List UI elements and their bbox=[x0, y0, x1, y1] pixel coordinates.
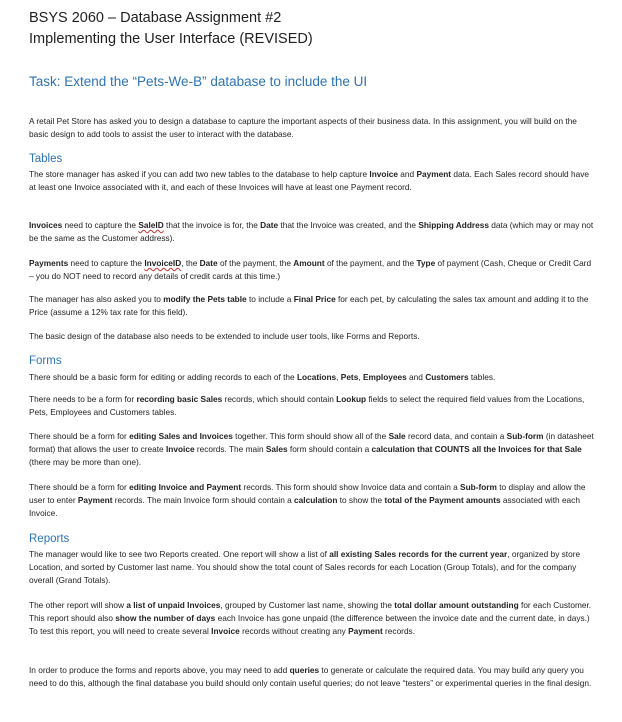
intro-paragraph: A retail Pet Store has asked you to design a database to capture the important aspects of their business data. In this assignment, you will build on the basic design to add tools to assist the user to interact with the database. bbox=[29, 116, 577, 140]
tables-paragraph-1: The store manager has asked if you can add two new tables to the database to help capture Invoice and Payment data. Each Sales record should have at least one Invoice associated with it, and each of these Invoices will have at least one Payment record. bbox=[29, 169, 589, 193]
tables-paragraph-5: The basic design of the database also needs to be extended to include user tools, like Forms and Reports. bbox=[29, 331, 420, 341]
forms-paragraph-2: There needs to be a form for recording basic Sales records, which should contain Lookup fields to select the required field values from the Locations, Pets, Employees and Customers tables. bbox=[29, 394, 585, 418]
forms-paragraph-3: There should be a form for editing Sales and Invoices together. This form should show all of the Sale record data, and contain a Sub-form (in datasheet format) that allows the user to create Invoice records. The main Sales form should contain a calculation that COUNTS all the Invoices for that Sale (there may be more than one). bbox=[29, 431, 594, 468]
forms-heading: Forms bbox=[29, 355, 62, 367]
tables-paragraph-2: Invoices need to capture the SaleID that the invoice is for, the Date that the Invoice was created, and the Shipping Address data (which may or may not be the same as the Customer address). bbox=[29, 220, 594, 244]
tables-paragraph-4: The manager has also asked you to modify the Pets table to include a Final Price for each pet, by calculating the sales tax amount and adding it to the Price (assume a 12% tax rate for this field). bbox=[29, 294, 589, 318]
task-heading: Task: Extend the “Pets-We-B” database to include the UI bbox=[29, 74, 368, 89]
reports-paragraph-3: In order to produce the forms and reports above, you may need to add queries to generate or calculate the required data. You may build any query you need to do this, although the final database you build should only contain useful queries; do not leave “testers” or experimental queries in the final design. bbox=[29, 665, 592, 689]
reports-paragraph-2: The other report will show a list of unpaid Invoices, grouped by Customer last name, showing the total dollar amount outstanding for each Customer. This report should also show the number of days each Invoice has gone unpaid (the difference between the invoice date and the current date, in days.) To test this report, you will need to create several Invoice records without creating any Payment records. bbox=[29, 600, 592, 637]
forms-paragraph-4: There should be a form for editing Invoice and Payment records. This form should show Invoice data and contain a Sub-form to display and allow the user to enter Payment records. The main Invoice form should contain a calculation to show the total of the Payment amounts associated with each Invoice. bbox=[29, 482, 586, 519]
assignment-subtitle: Implementing the User Interface (REVISED) bbox=[29, 31, 313, 47]
tables-paragraph-3: Payments need to capture the InvoiceID, the Date of the payment, the Amount of the payment, and the Type of payment (Cash, Cheque or Credit Card – you do NOT need to record any details of credit cards at this time.) bbox=[29, 258, 592, 282]
course-title: BSYS 2060 – Database Assignment #2 bbox=[29, 10, 282, 26]
reports-heading: Reports bbox=[29, 533, 70, 545]
tables-heading: Tables bbox=[29, 153, 63, 165]
forms-paragraph-1: There should be a basic form for editing or adding records to each of the Locations, Pets, Employees and Customers tables. bbox=[29, 372, 496, 382]
reports-paragraph-1: The manager would like to see two Reports created. One report will show a list of all existing Sales records for the current year, organized by store Location, and sorted by Customer last name. You should show the total count of Sales records for each Location (Group Totals), and for the company overall (Grand Totals). bbox=[29, 549, 581, 586]
